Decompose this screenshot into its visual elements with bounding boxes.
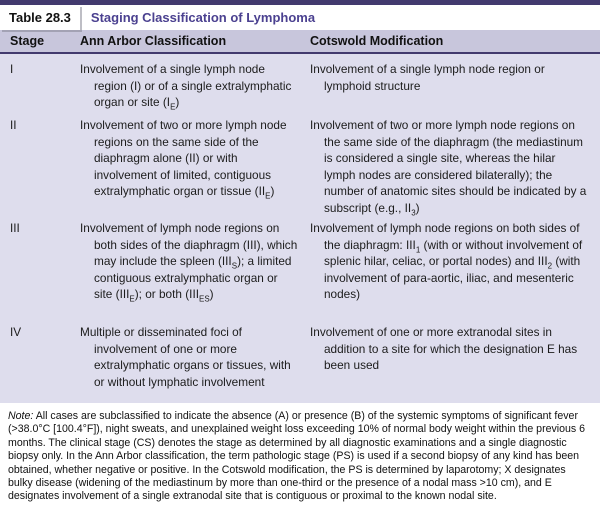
table-body [0,54,600,403]
table-number: Table 28.3 [0,5,80,30]
column-header-stage: Stage [10,34,45,48]
table-row-stage-2 [0,117,600,217]
ann-arbor-cell: Involvement of a single lymph node region (I) or of a single extralymphatic organ or site $(I_E)$ [80,62,292,112]
table-footnote [0,403,600,504]
cotswold-cell: Involvement of a single lymph node region or lymphoid structure [310,62,545,93]
stage-cell: IV [10,325,22,339]
column-header-row [0,30,600,54]
footnote-label: Note: [8,410,34,422]
cotswold-cell: Involvement of two or more lymph node regions on the same side of the diaphragm (the mediastinum is considered a single site, whereas the hilar lymph nodes are considered bilaterally); the number of anatomic sites should be indicated by a subscript (e.g., $II_3$) [310,118,587,217]
stage-cell: III [10,221,20,235]
cotswold-cell: Involvement of lymph node regions on both sides of the diaphragm: $III_1$ (with or without involvement of splenic hilar, celiac, or portal nodes) and $III_2$ (with involvement of para-aortic, iliac, and mesenteric nodes) [310,221,583,301]
ann-arbor-cell: Multiple or disseminated foci of involvement of one or more extralymphatic organs or tissues, with or without lymphatic involvement [80,325,291,389]
column-header-ann-arbor: Ann Arbor Classification [80,34,227,48]
column-header-cotswold: Cotswold Modification [310,34,444,48]
ann-arbor-cell: Involvement of two or more lymph node regions on the same side of the diaphragm alone (II) or with involvement of limited, contiguous extralymphatic organ or tissue $(II_E)$ [80,118,287,201]
table-row-stage-3 [0,220,600,321]
ann-arbor-cell: Involvement of lymph node regions on both sides of the diaphragm (III), which may include the spleen $(III_S)$; a limited contiguous extralymphatic organ or site $(III_E)$; or both $(III_{ES})$ [80,221,298,304]
stage-cell: II [10,118,17,132]
stage-cell: I [10,62,14,76]
table-title-row [0,5,600,30]
footnote-text: All cases are subclassified to indicate the absence (A) or presence (B) of the systemic symptoms of significant fever (>38.0°C [100.4°F]), night sweats, and unexplained weight loss exceeding 10% of normal body weight within the previous 6 months. The clinical stage (CS) denotes the stage as determined by all diagnostic examinations and a single diagnostic biopsy only. In the Ann Arbor classification, the term pathologic stage (PS) is used if a second biopsy of any kind has been obtained, whether negative or positive. In the Cotswold modification, the PS is determined by laparotomy; X designates bulky disease (widening of the mediastinum by more than one-third or the presence of a nodal mass >10 cm), and E designates involvement of a single extranodal site that is contiguous or proximal to the known nodal site. [8,410,586,503]
table-row-stage-4 [0,324,600,390]
table-row-stage-1 [0,61,600,114]
cotswold-cell: Involvement of one or more extranodal sites in addition to a site for which the designation E has been used [310,325,578,372]
table-title: Staging Classification of Lymphoma [90,10,316,25]
